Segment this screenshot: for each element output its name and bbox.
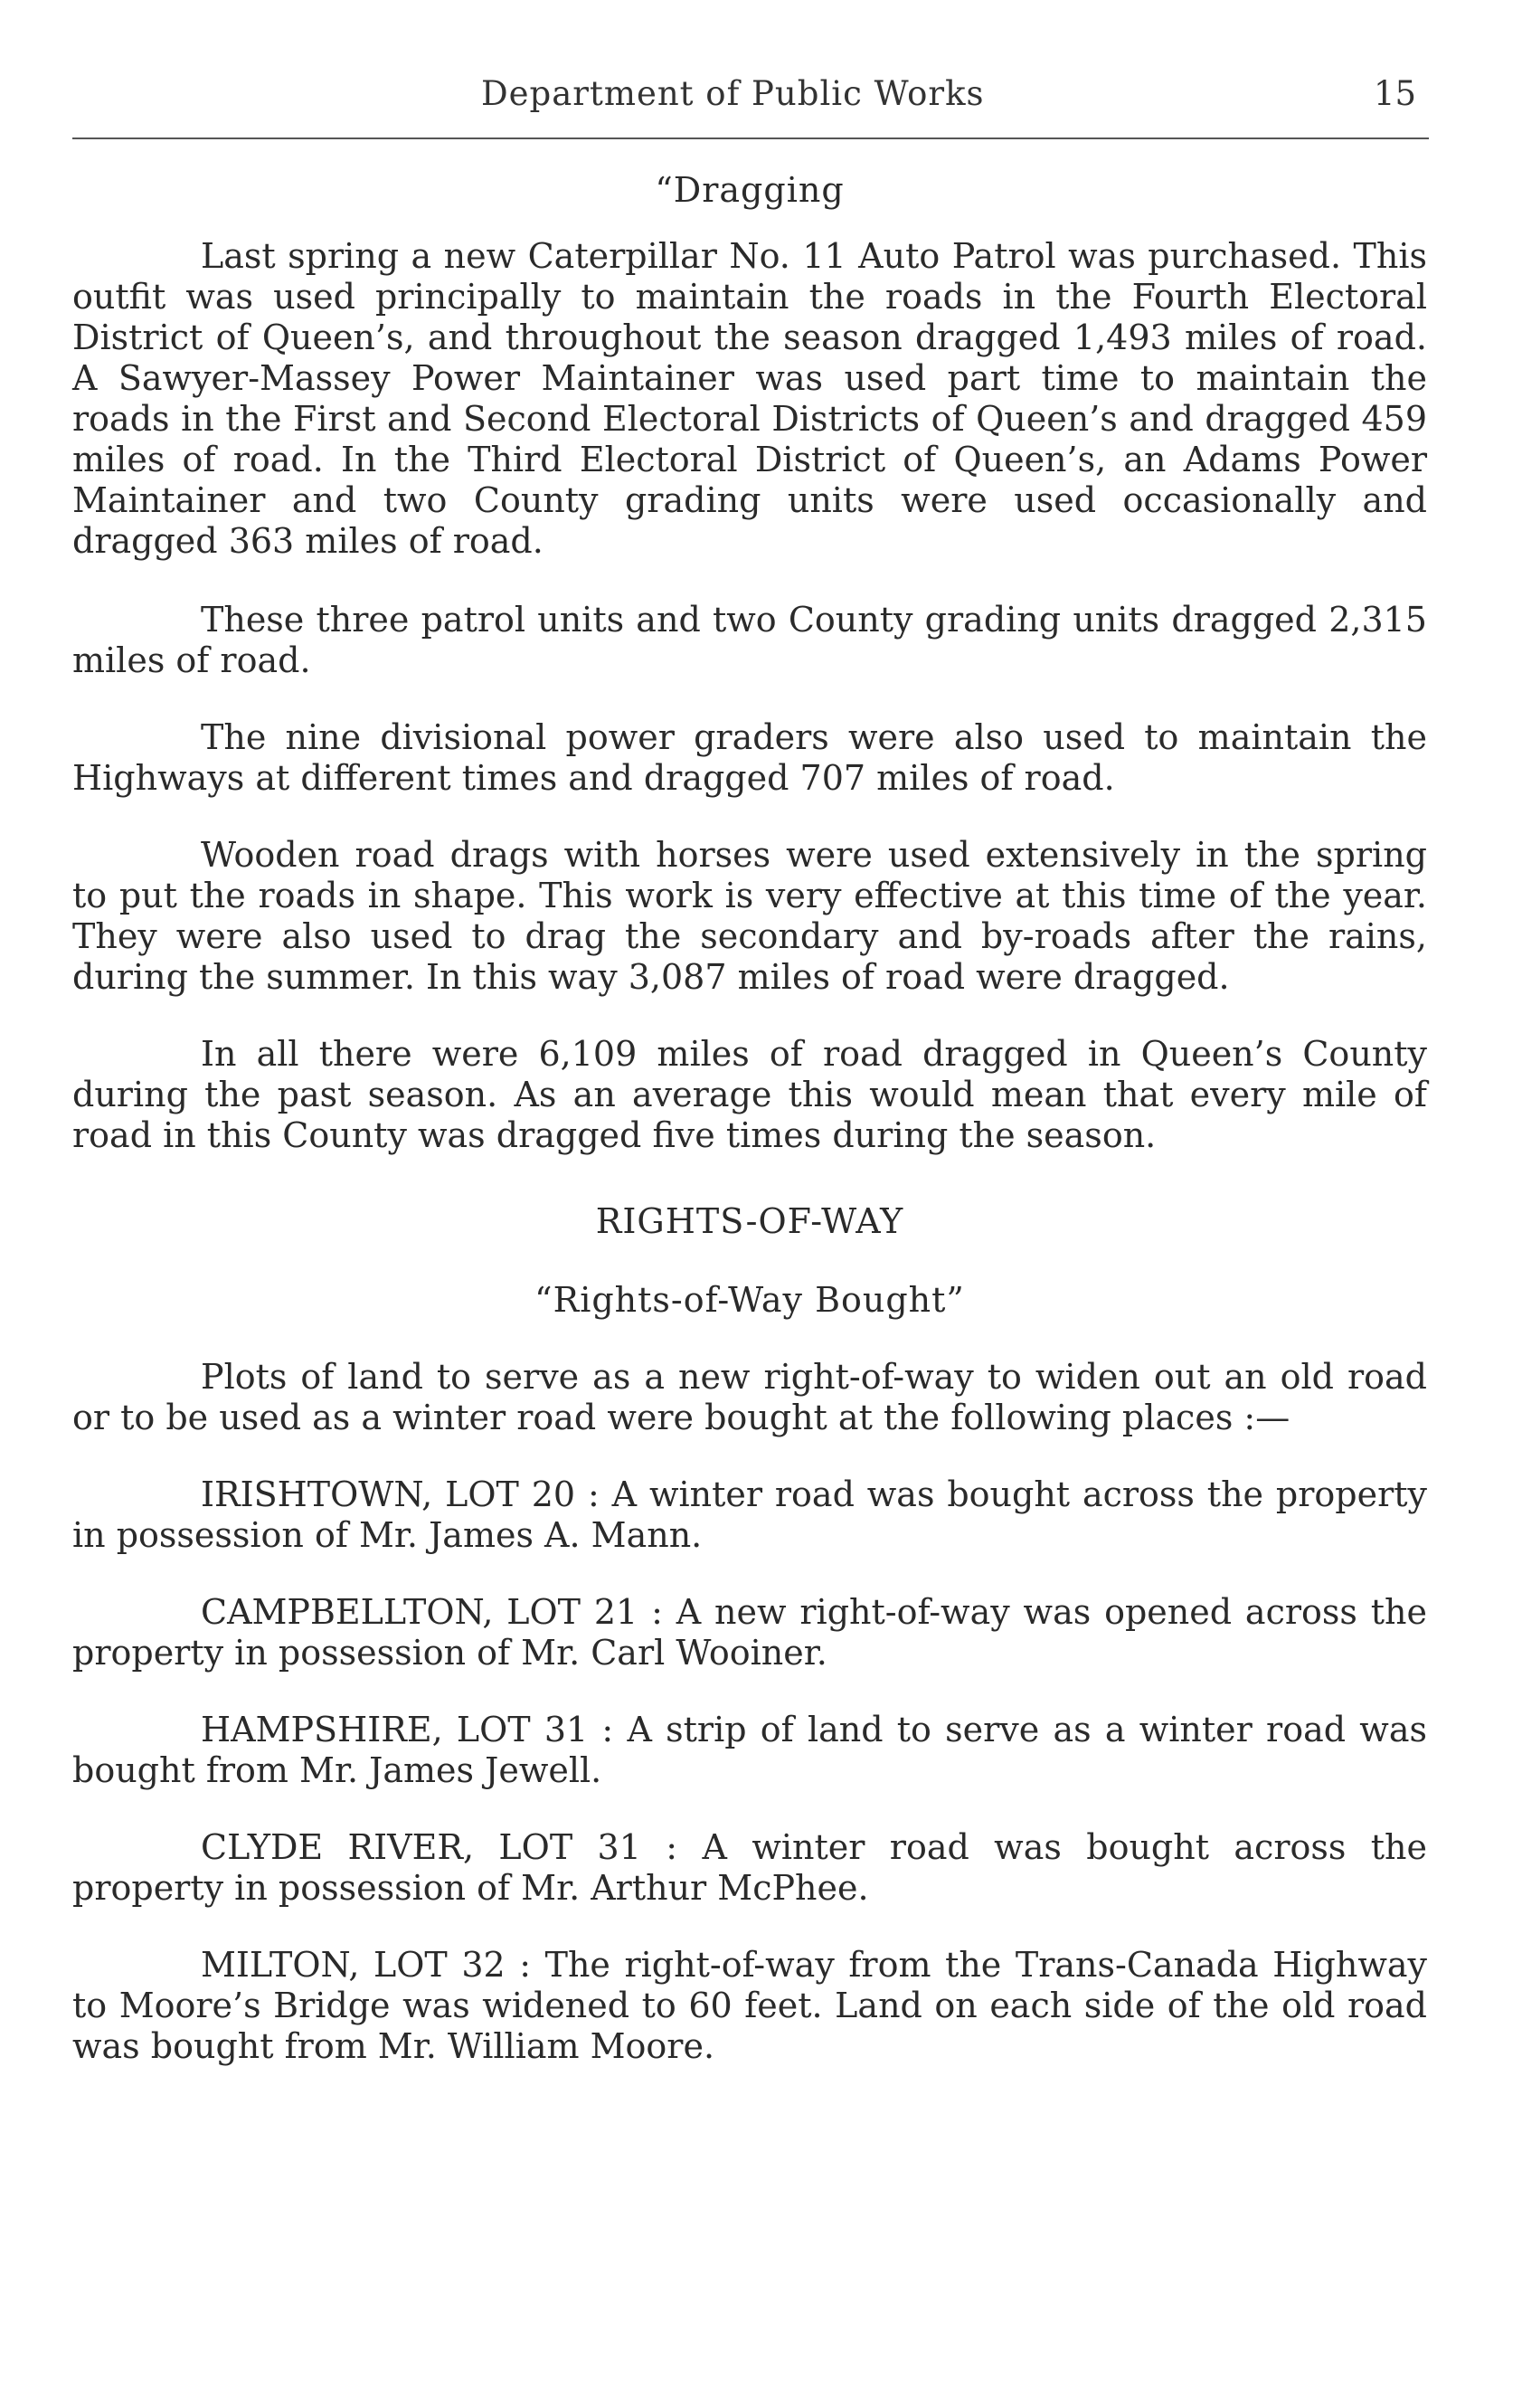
paragraph: These three patrol units and two County grading units dragged 2,315 miles of road. [72,600,1427,680]
list-item: CAMPBELLTON, LOT 21 : A new right-of-way was opened across the property in possession of Mr. Carl Wooiner. [72,1592,1427,1673]
running-title: Department of Public Works [481,74,985,113]
subheading-rights-of-way-bought: “Rights-of-Way Bought” [534,1280,965,1320]
header-rule [72,137,1429,139]
running-header [0,74,1522,128]
list-item: HAMPSHIRE, LOT 31 : A strip of land to serve as a winter road was bought from Mr. James Jewell. [72,1710,1427,1790]
list-item: CLYDE RIVER, LOT 31 : A winter road was bought across the property in possession of Mr. Arthur McPhee. [72,1827,1427,1908]
page-body [72,170,1427,2067]
paragraph: Wooden road drags with horses were used extensively in the spring to put the roads in shape. This work is very effective at this time of the year. They were also used to drag the secondary and by-roads after the rains, during the summer. In this way 3,087 miles of road were dragged. [72,835,1427,997]
section-heading-rights-of-way: RIGHTS-OF-WAY [595,1201,904,1241]
list-item: MILTON, LOT 32 : The right-of-way from the Trans-Canada Highway to Moore’s Bridge was widened to 60 feet. Land on each side of the old road was bought from Mr. William Moore. [72,1945,1427,2066]
list-item: IRISHTOWN, LOT 20 : A winter road was bought across the property in possession of Mr. James A. Mann. [72,1474,1427,1555]
paragraph-intro: Plots of land to serve as a new right-of-way to widen out an old road or to be used as a winter road were bought at the following places :— [72,1357,1427,1437]
section-heading-dragging: “Dragging [655,170,845,210]
paragraph: In all there were 6,109 miles of road dragged in Queen’s County during the past season. As an average this would mean that every mile of road in this County was dragged five times during the season. [72,1034,1427,1155]
page-number: 15 [1374,74,1417,113]
paragraph: The nine divisional power graders were also used to maintain the Highways at different times and dragged 707 miles of road. [72,717,1427,798]
paragraph: Last spring a new Caterpillar No. 11 Auto Patrol was purchased. This outfit was used principally to maintain the roads in the Fourth Electoral District of Queen’s, and throughout the season dragged 1,493 miles of road. A Sawyer-Massey Power Maintainer was used part time to maintain the roads in the First and Second Electoral Districts of Queen’s and dragged 459 miles of road. In the Third Electoral District of Queen’s, an Adams Power Maintainer and two County grading units were used occasionally and dragged 363 miles of road. [72,236,1427,561]
